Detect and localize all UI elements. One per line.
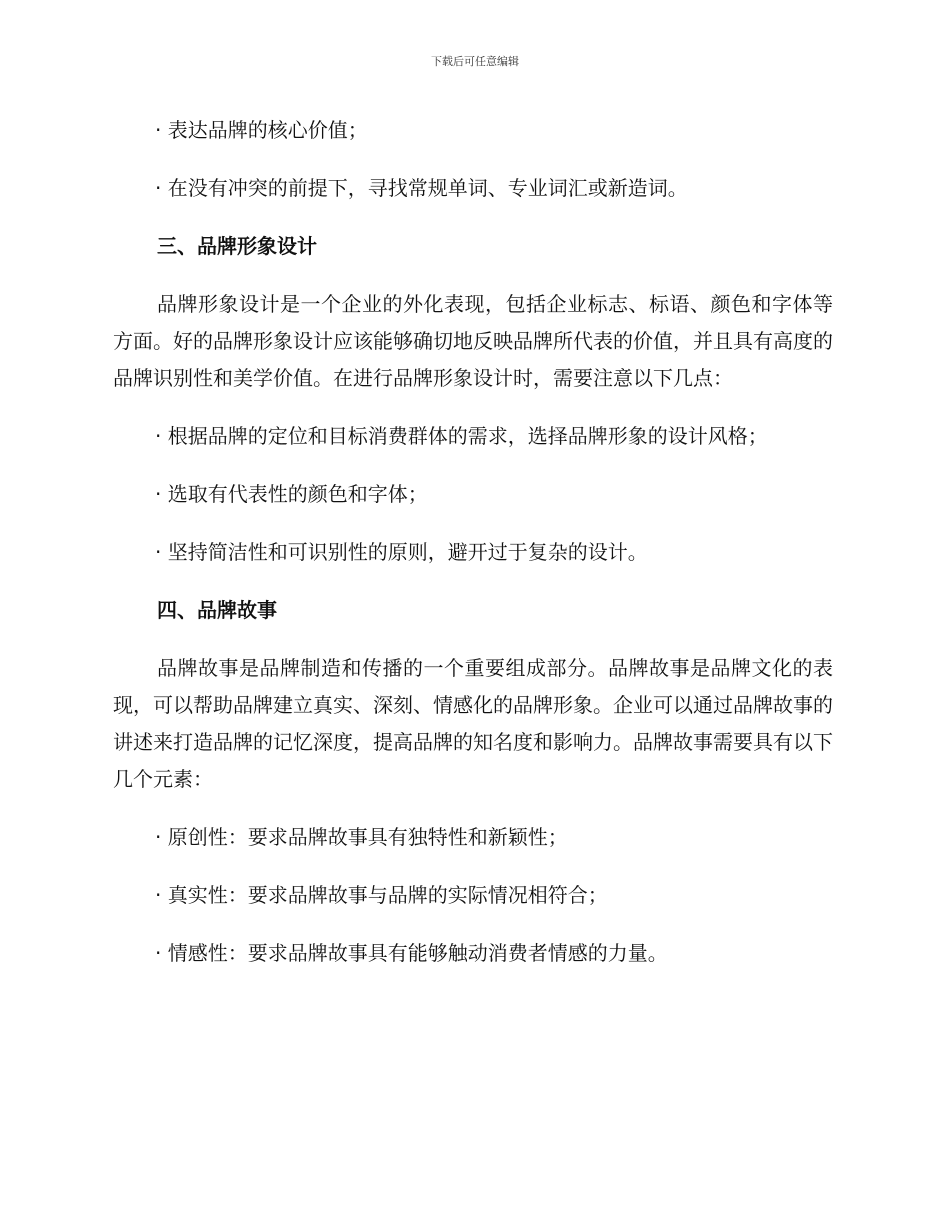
bullet-item: · 在没有冲突的前提下，寻找常规单词、专业词汇或新造词。 [155, 176, 688, 200]
bullet-item: · 选取有代表性的颜色和字体； [155, 482, 428, 506]
body-paragraph: 品牌形象设计是一个企业的外化表现，包括企业标志、标语、颜色和字体等方面。好的品牌形象设计应该能够确切地反映品牌所代表的价值，并且具有高度的品牌识别性和美学价值。在进行品牌形象设计时，需要注意以下几点： [113, 292, 833, 390]
bullet-item: · 表达品牌的核心价值； [155, 118, 368, 142]
section-heading: 四、品牌故事 [157, 598, 277, 622]
document-body [113, 112, 833, 993]
bullet-item: · 根据品牌的定位和目标消费群体的需求，选择品牌形象的设计风格； [155, 424, 768, 448]
bullet-item: · 坚持简洁性和可识别性的原则，避开过于复杂的设计。 [155, 540, 648, 564]
page-header: 下载后可任意编辑 [431, 55, 519, 68]
bullet-item: · 原创性：要求品牌故事具有独特性和新颖性； [155, 825, 568, 849]
body-paragraph: 品牌故事是品牌制造和传播的一个重要组成部分。品牌故事是品牌文化的表现，可以帮助品牌建立真实、深刻、情感化的品牌形象。企业可以通过品牌故事的讲述来打造品牌的记忆深度，提高品牌的知名度和影响力。品牌故事需要具有以下几个元素： [113, 656, 833, 791]
section-heading: 三、品牌形象设计 [157, 234, 317, 258]
bullet-item: · 真实性：要求品牌故事与品牌的实际情况相符合； [155, 883, 608, 907]
bullet-item: · 情感性：要求品牌故事具有能够触动消费者情感的力量。 [155, 941, 668, 965]
